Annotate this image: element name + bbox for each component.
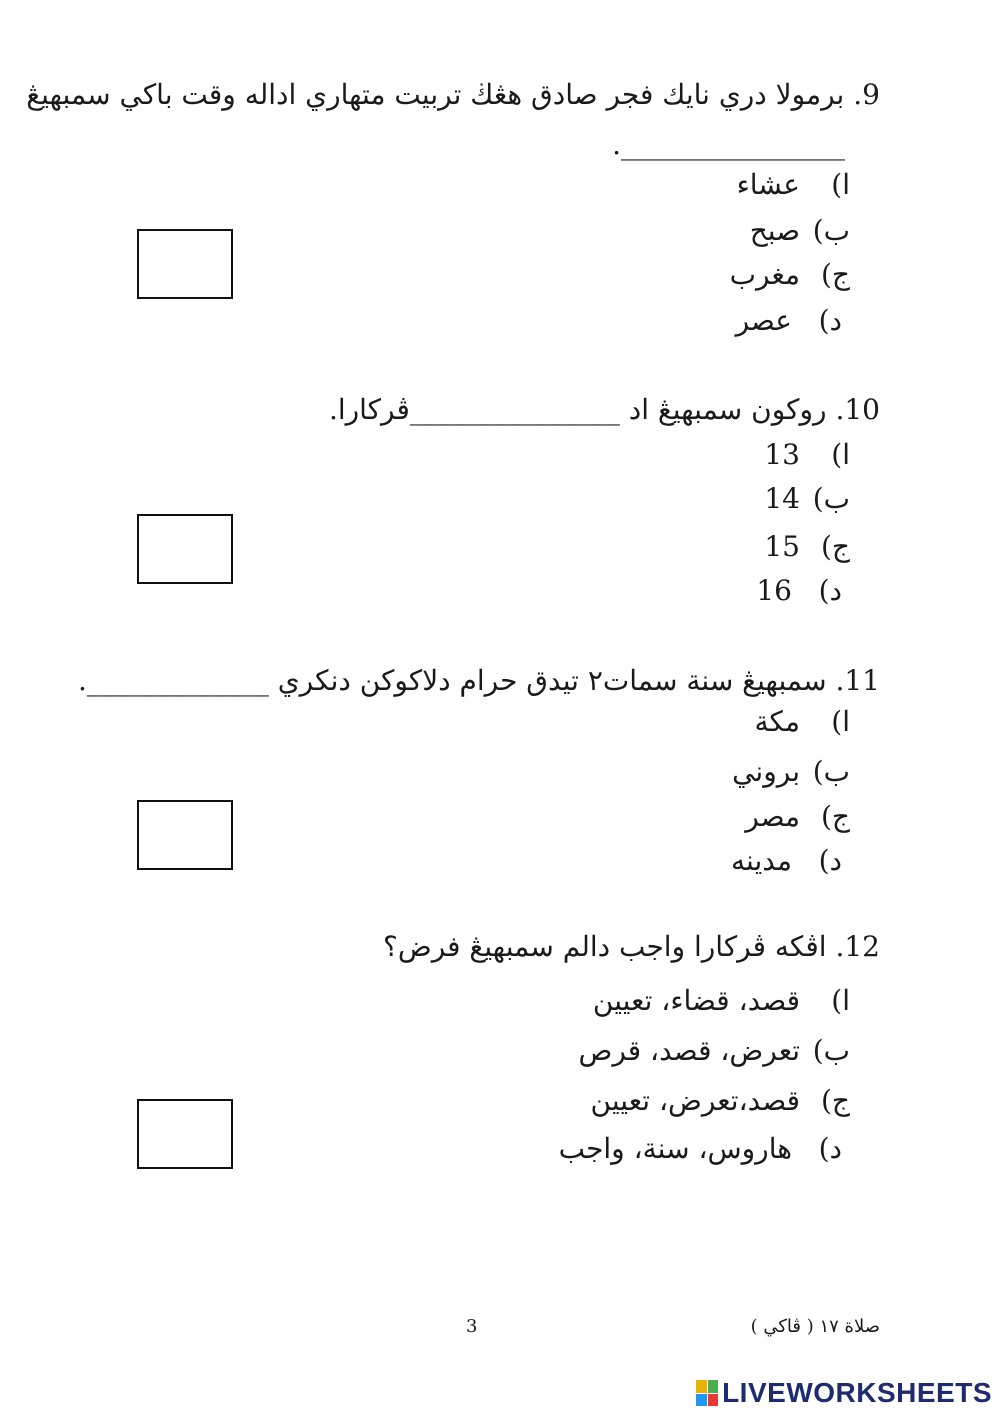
liveworksheets-logo-icon (696, 1380, 718, 1406)
answer-box-10[interactable] (137, 514, 233, 584)
option-a: ا) مكة (754, 705, 850, 738)
footer-subject: صلاة ١٧ ( ڤاکي ) (750, 1316, 880, 1337)
question-9-text (26, 78, 880, 111)
option-c: ج) 15 (764, 530, 850, 563)
question-10-text (329, 393, 880, 426)
question-number: 12. (835, 930, 880, 963)
answer-box-9[interactable] (137, 229, 233, 299)
question-number: 11. (835, 664, 880, 697)
option-b: ب) صبح (749, 214, 850, 247)
option-b: ب) بروني (732, 755, 850, 788)
option-d: د) عصر (735, 304, 842, 337)
liveworksheets-brand (696, 1377, 992, 1409)
question-number: 10. (835, 393, 880, 426)
option-b: ب) 14 (764, 482, 850, 515)
question-11-text (78, 664, 880, 697)
option-d: د) هاروس، سنة، واجب (558, 1132, 842, 1165)
question-stem: برمولا دري نايك فجر صادق هڠڬ تربيت متهاري اداله وقت باکي سمبهيڠ (26, 78, 845, 111)
brand-name: LIVEWORKSHEETS (722, 1377, 992, 1408)
question-stem: روکون سمبهيڠ اد _______________ڤرکارا. (328, 393, 827, 426)
question-12-text (383, 930, 880, 963)
option-b: ب) تعرض، قصد، قرص (578, 1034, 850, 1067)
option-a: ا) قصد، قضاء، تعيين (592, 984, 850, 1017)
option-c: ج) مغرب (729, 258, 850, 291)
question-9-continuation: ________________. (612, 128, 845, 161)
option-d: د) مدينه (731, 844, 842, 877)
question-stem: سمبهيڠ سنة سمات٢ تيدق حرام دلاکوکن دنکري _____________. (77, 664, 827, 697)
option-a: ا) عشاء (736, 168, 850, 201)
answer-box-11[interactable] (137, 800, 233, 870)
option-c: ج) مصر (745, 800, 850, 833)
question-number: 9. (853, 78, 880, 111)
option-a: ا) 13 (764, 438, 850, 471)
option-d: د) 16 (756, 574, 842, 607)
option-c: ج) قصد،تعرض، تعيين (590, 1084, 850, 1117)
answer-box-12[interactable] (137, 1099, 233, 1169)
page-number: 3 (466, 1316, 478, 1337)
question-stem: اڤکه ڤرکارا واجب دالم سمبهيڠ فرض؟ (382, 930, 827, 963)
